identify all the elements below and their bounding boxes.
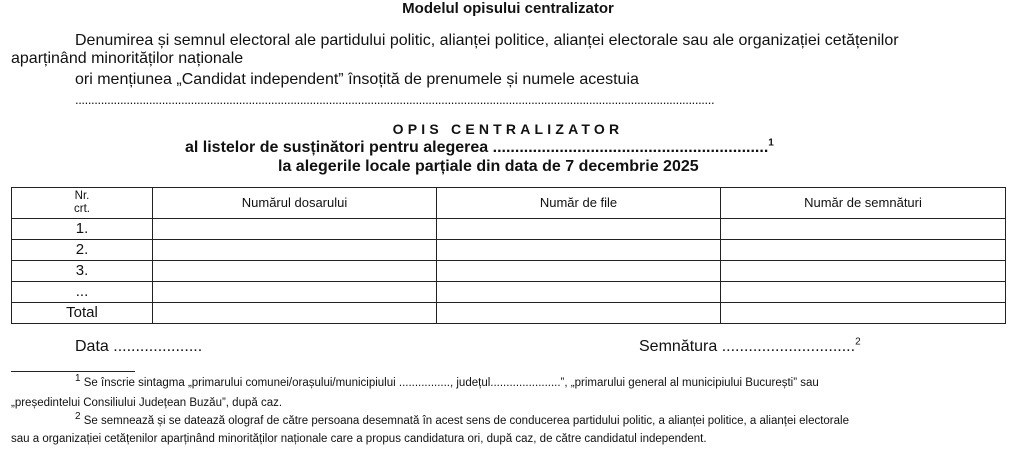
table-row [12,219,1006,240]
row-number-cell: ... [12,282,153,303]
numar-de-file-total-cell [437,303,721,324]
footnote-1-text: Se înscrie sintagma „primarului comunei/orașului/municipiului ................, județul......................”, „primarului general al municipiului București” sau [83,377,819,389]
opis-line-1-text: al listelor de susținători pentru alegerea .............................................................. [185,139,769,156]
footnote-separator [11,371,135,372]
table-header-row [12,188,1006,219]
intro-line-3: ori mențiunea „Candidat independent” însoțită de prenumele și numele acestuia [75,71,639,88]
column-header-nr-crt-text: Nr. crt. [74,190,90,215]
numarul-dosarului-cell [153,282,437,303]
footnote-2-marker: 2 [75,411,81,423]
opis-table [11,187,1006,324]
column-header-numarul-dosarului: Numărul dosarului [153,188,437,219]
intro-line-2: aparținând minorităților naționale [11,50,244,67]
row-number-cell: 2. [12,240,153,261]
numarul-dosarului-cell [153,240,437,261]
table-row [12,240,1006,261]
numarul-dosarului-total-cell [153,303,437,324]
footnote-2-text: Se semnează și se datează olograf de către persoana desemnată în acest sens de conducerea partidului politic, a alianței politice, a alianței electorale [83,415,849,427]
row-number-cell: 3. [12,261,153,282]
numar-de-semnaturi-cell [721,282,1006,303]
numar-de-semnaturi-cell [721,240,1006,261]
opis-line-1 [185,139,774,157]
table-row [12,282,1006,303]
total-label-cell: Total [12,303,153,324]
opis-line-1-footnote-ref: 1 [768,137,774,149]
numar-de-semnaturi-cell [721,261,1006,282]
intro-line-1: Denumirea și semnul electoral ale partidului politic, alianței politice, alianței electorale sau ale organizației cetățenilor [75,32,899,49]
numar-de-file-cell [437,240,721,261]
column-header-numar-de-semnaturi: Număr de semnături [721,188,1006,219]
column-header-numar-de-file: Număr de file [437,188,721,219]
date-field-label: Data .................... [75,338,203,355]
footnote-1-line-1 [75,373,819,389]
footnote-2-line-1 [75,411,849,427]
numar-de-file-cell [437,282,721,303]
opis-line-2: la alegerile locale parțiale din data de 7 decembrie 2025 [278,158,699,175]
table-total-row [12,303,1006,324]
numarul-dosarului-cell [153,219,437,240]
page-title: Modelul opisului centralizator [402,0,614,17]
column-header-nr-crt [12,188,153,219]
signature-footnote-ref: 2 [855,336,861,348]
footnote-2-line-2: sau a organizației cetățenilor aparținând minorităților naționale care a propus candidatura ori, după caz, de către candidatul independent. [11,433,707,445]
row-number-cell: 1. [12,219,153,240]
footnote-1-line-2: „președintelui Consiliului Județean Buzău”, după caz. [11,397,283,409]
footnote-1-marker: 1 [75,373,81,385]
numar-de-file-cell [437,219,721,240]
table-row [12,261,1006,282]
signature-field-text: Semnătura .............................. [639,338,856,355]
intro-dotted-line: ....................................................................................................................................................................................................... [75,92,715,107]
numarul-dosarului-cell [153,261,437,282]
numar-de-semnaturi-cell [721,219,1006,240]
numar-de-semnaturi-total-cell [721,303,1006,324]
signature-field-label [639,338,861,356]
opis-title: OPIS CENTRALIZATOR [392,121,624,137]
numar-de-file-cell [437,261,721,282]
